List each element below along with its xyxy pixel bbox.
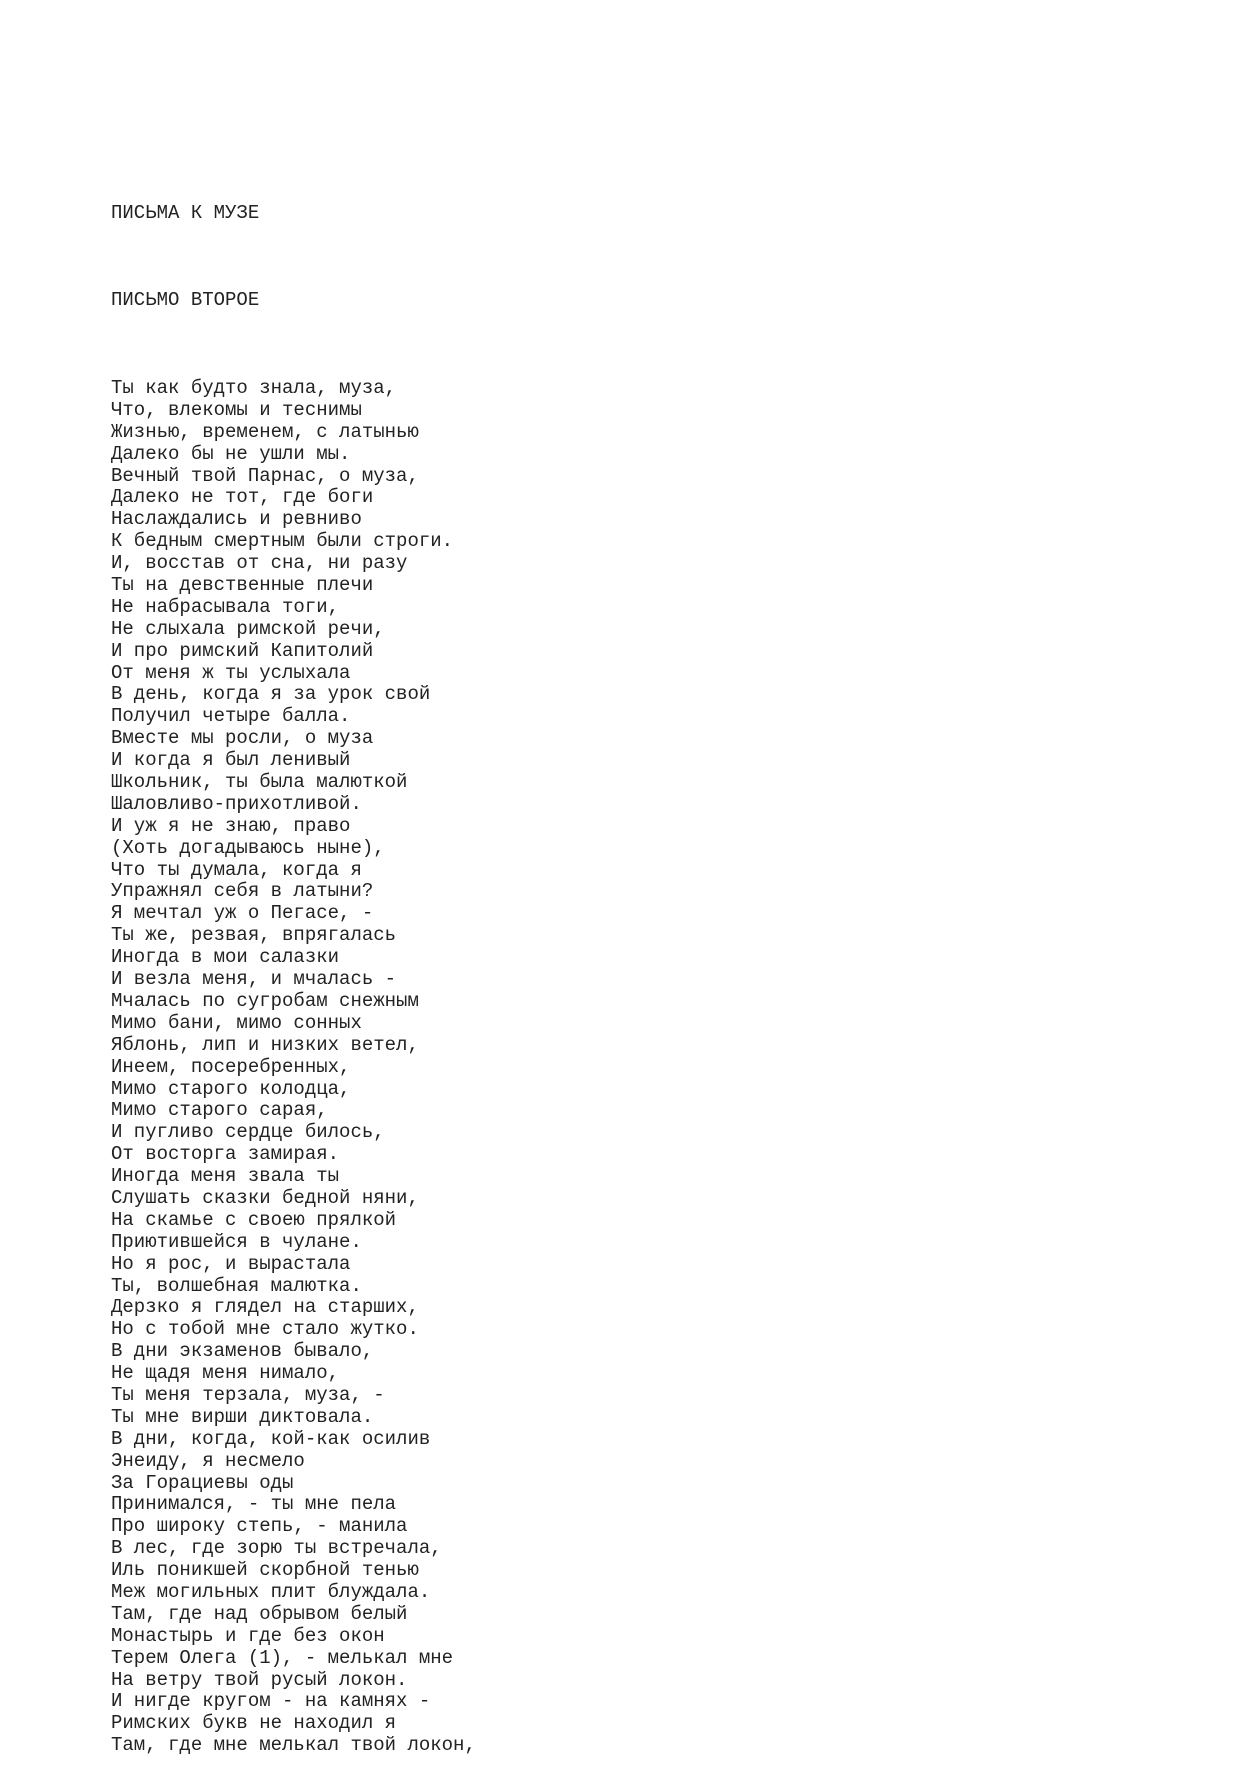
poem-line: Далеко не тот, где боги xyxy=(111,486,374,509)
poem-line: Дерзко я глядел на старших, xyxy=(111,1296,419,1319)
poem-line: Иногда в мои салазки xyxy=(111,946,340,969)
poem-line: Инеем, посеребренных, xyxy=(111,1055,351,1078)
document-page xyxy=(111,159,476,1779)
poem-line: Мчалась по сугробам снежным xyxy=(111,989,419,1012)
poem-line: На скамье с своею прялкой xyxy=(111,1208,397,1231)
poem-line: И когда я был ленивый xyxy=(111,749,351,772)
poem-line: Иногда меня звала ты xyxy=(111,1165,340,1188)
poem-line: Шаловливо-прихотливой. xyxy=(111,792,362,815)
poem-line: Ты на девственные плечи xyxy=(111,574,374,597)
poem-line: Наслаждались и ревниво xyxy=(111,508,362,531)
poem-line: Ты как будто знала, муза, xyxy=(111,377,397,399)
poem-line: Вместе мы росли, о муза xyxy=(111,727,374,750)
poem-line: Ты мне вирши диктовала. xyxy=(111,1405,374,1428)
poem-line: В дни, когда, кой-как осилив xyxy=(111,1427,431,1450)
document-title: ПИСЬМА К МУЗЕ xyxy=(111,201,260,224)
poem-line: К бедным смертным были строги. xyxy=(111,530,454,553)
poem-line: За Горациевы оды xyxy=(111,1471,294,1494)
poem-line: В лес, где зорю ты встречала, xyxy=(111,1537,442,1560)
poem-line: Получил четыре балла. xyxy=(111,705,351,728)
poem-line: Монастырь и где без окон xyxy=(111,1624,385,1647)
poem-line: Упражнял себя в латыни? xyxy=(111,880,374,903)
poem-line: Ты, волшебная малютка. xyxy=(111,1274,362,1297)
poem-line: Мимо бани, мимо сонных xyxy=(111,1011,362,1034)
poem-line: (Хоть догадываюсь ныне), xyxy=(111,836,385,859)
poem-line: И уж я не знаю, право xyxy=(111,814,351,837)
poem-line: Терем Олега (1), - мелькал мне xyxy=(111,1646,454,1669)
poem-line: Не набрасывала тоги, xyxy=(111,595,340,618)
poem-line: Там, где над обрывом белый xyxy=(111,1602,408,1625)
poem-line: И пугливо сердце билось, xyxy=(111,1121,385,1144)
poem-line: Но я рос, и вырастала xyxy=(111,1252,351,1275)
poem-line: В дни экзаменов бывало, xyxy=(111,1340,374,1363)
poem-line: И нигде кругом - на камнях - xyxy=(111,1690,431,1713)
poem-line: Я мечтал уж о Пегасе, - xyxy=(111,902,374,925)
poem-line: Вечный твой Парнас, о муза, xyxy=(111,464,419,487)
poem-line: На ветру твой русый локон. xyxy=(111,1668,408,1691)
poem-line: Не слыхала римской речи, xyxy=(111,617,385,640)
poem-line: Ты же, резвая, впрягалась xyxy=(111,924,397,947)
poem-line: Слушать сказки бедной няни, xyxy=(111,1186,419,1209)
poem-line: Ты меня терзала, муза, - xyxy=(111,1383,385,1406)
poem-line: Далеко бы не ушли мы. xyxy=(111,442,351,465)
poem-line: Приютившейся в чулане. xyxy=(111,1230,362,1253)
poem-line: Энеиду, я несмело xyxy=(111,1449,305,1472)
poem-line: И, восстав от сна, ни разу xyxy=(111,552,408,575)
poem-line: Но с тобой мне стало жутко. xyxy=(111,1318,419,1341)
poem-line: От восторга замирая. xyxy=(111,1143,340,1166)
poem-line: Меж могильных плит блуждала. xyxy=(111,1580,431,1603)
poem-line: Не щадя меня нимало, xyxy=(111,1362,340,1385)
document-subtitle: ПИСЬМО ВТОРОЕ xyxy=(111,289,260,312)
poem-line: Римских букв не находил я xyxy=(111,1712,397,1735)
poem-line: Иль поникшей скорбной тенью xyxy=(111,1559,419,1582)
poem-line: В день, когда я за урок свой xyxy=(111,683,431,706)
poem-line: Мимо старого колодца, xyxy=(111,1077,351,1100)
poem-line: Мимо старого сарая, xyxy=(111,1099,328,1122)
poem-line: Школьник, ты была малюткой xyxy=(111,771,408,794)
poem-line: Там, где мне мелькал твой локон, xyxy=(111,1734,476,1757)
poem-body xyxy=(111,378,476,1757)
poem-line: Что ты думала, когда я xyxy=(111,858,362,881)
poem-line: И про римский Капитолий xyxy=(111,639,374,662)
poem-line: И везла меня, и мчалась - xyxy=(111,968,397,991)
poem-line: Про широку степь, - манила xyxy=(111,1515,408,1538)
poem-line: Принимался, - ты мне пела xyxy=(111,1493,397,1516)
poem-line: Что, влекомы и теснимы xyxy=(111,398,362,421)
poem-line: Жизнью, временем, с латынью xyxy=(111,420,419,443)
poem-line: От меня ж ты услыхала xyxy=(111,661,351,684)
poem-line: Яблонь, лип и низких ветел, xyxy=(111,1033,419,1056)
